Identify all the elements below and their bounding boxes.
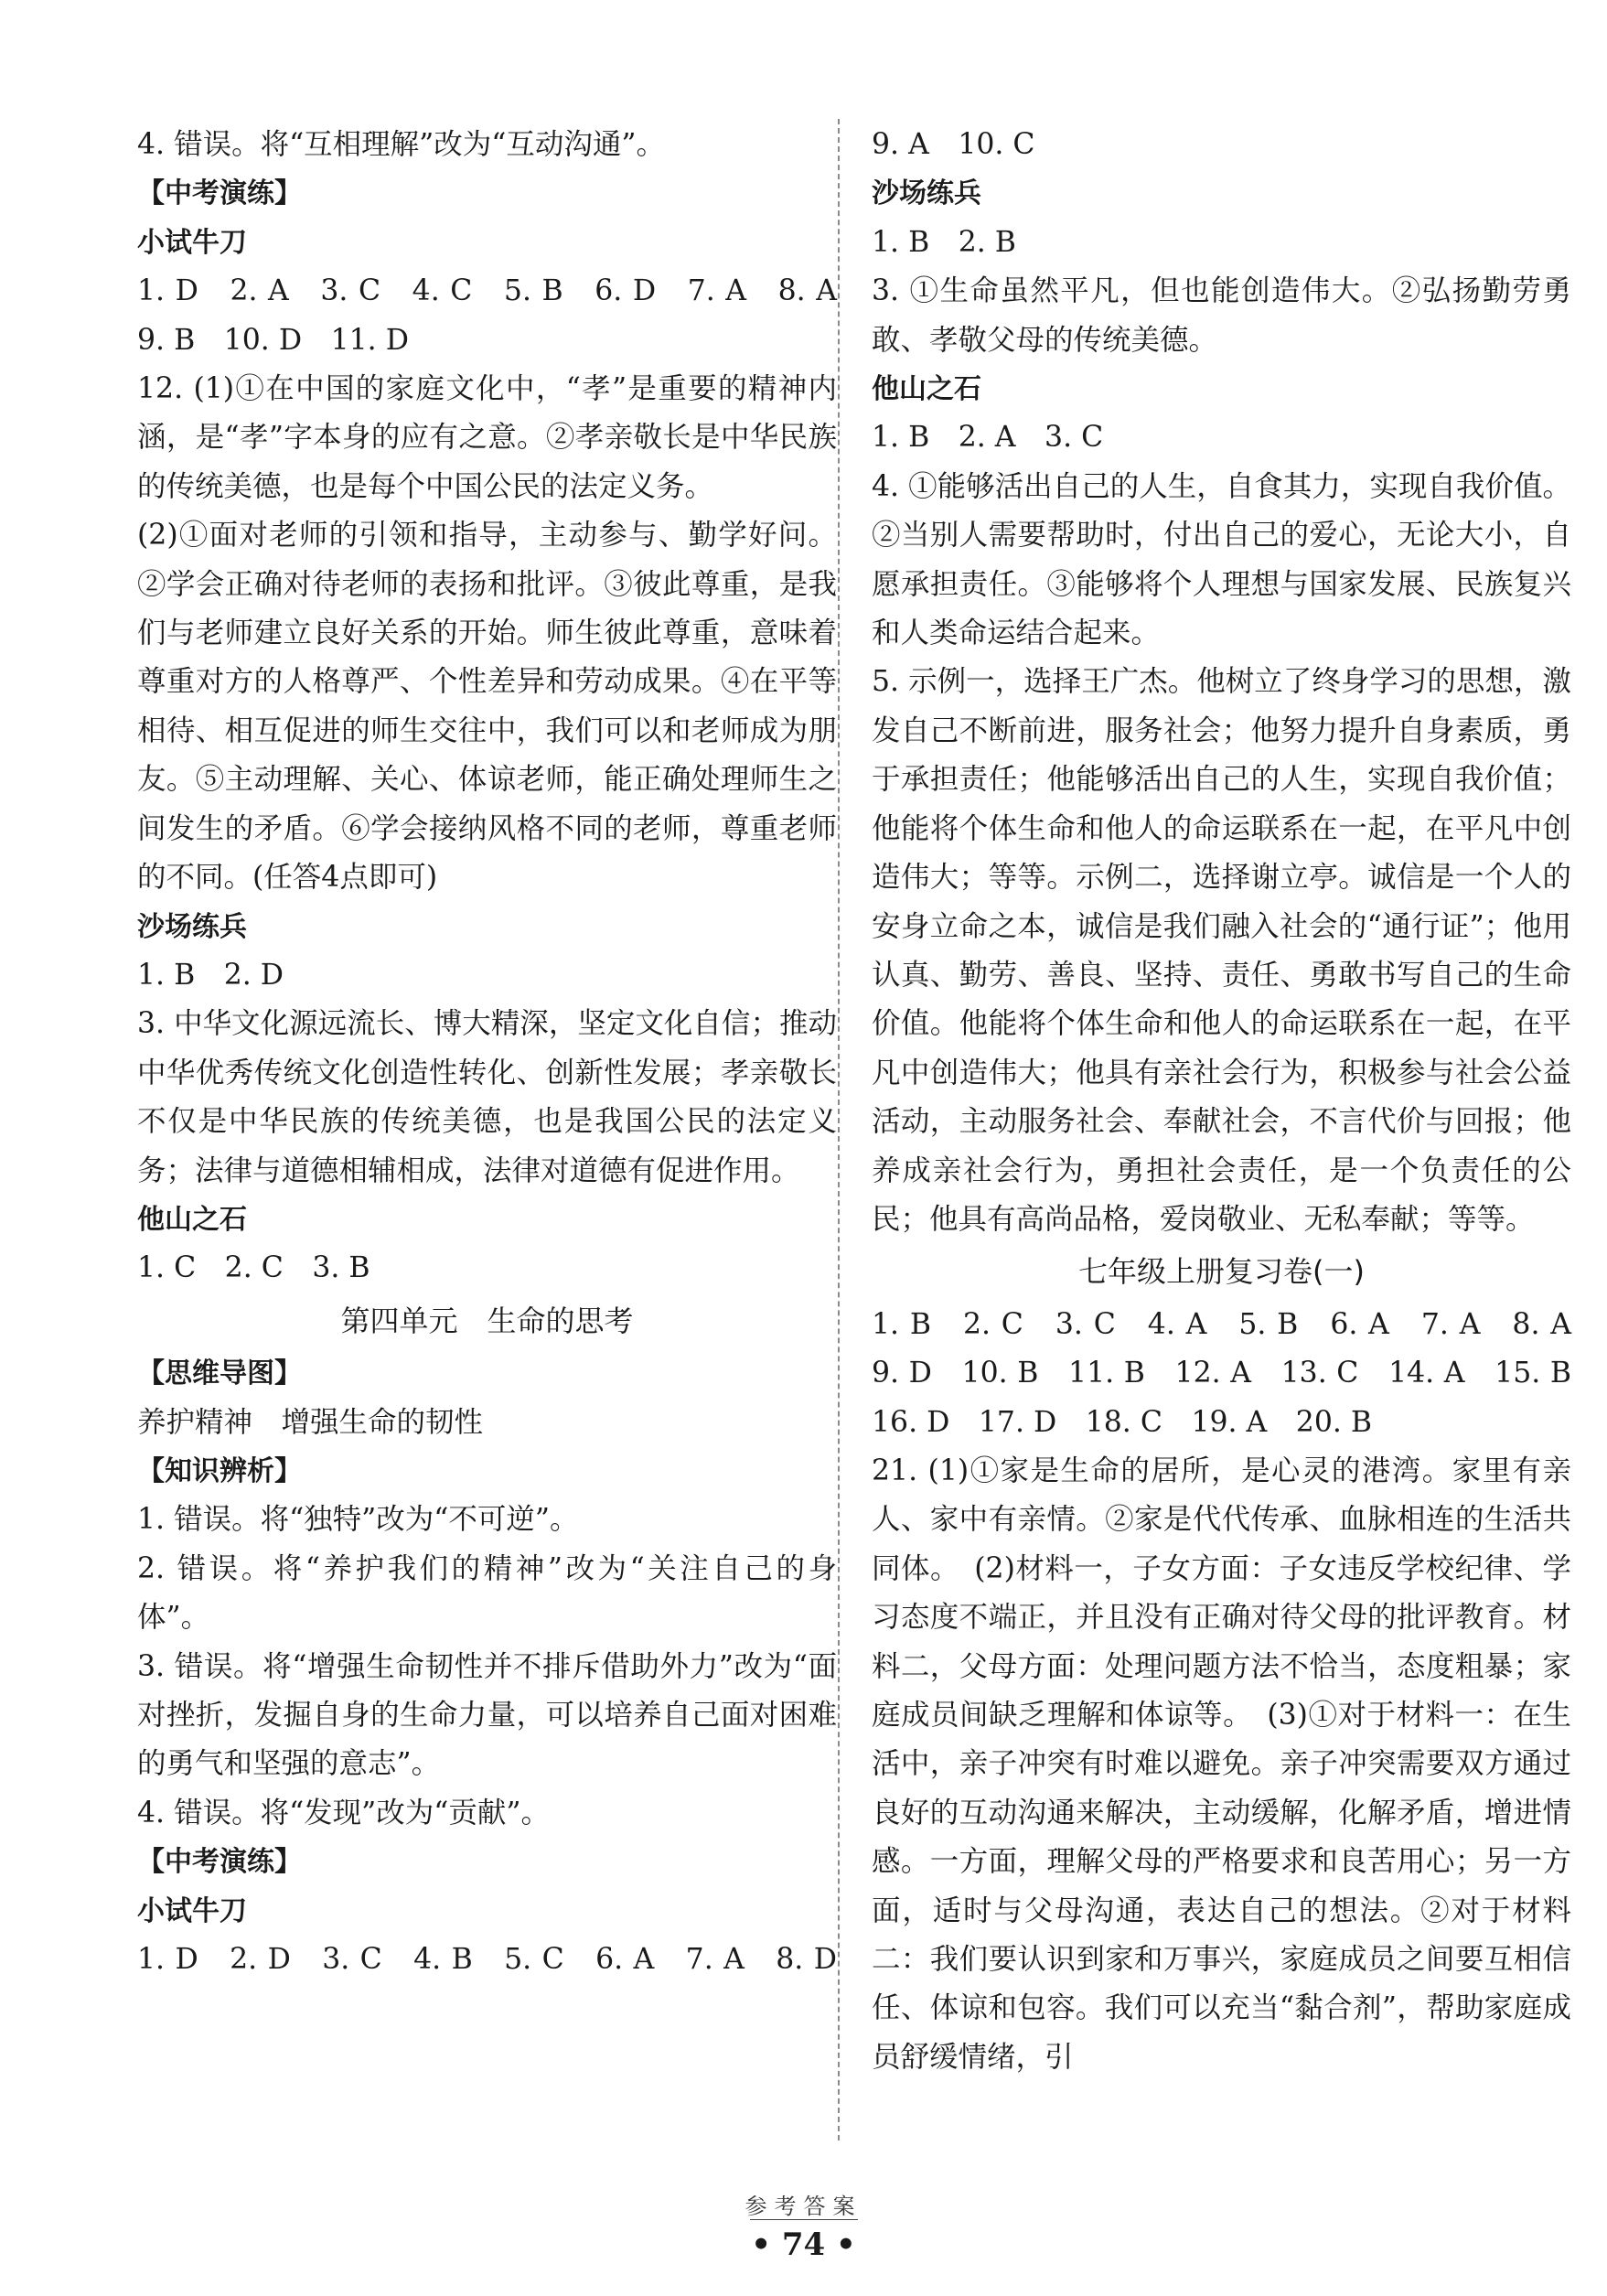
subsection-heading: 小试牛刀 — [137, 226, 247, 259]
page-number: • 74 • — [751, 2226, 856, 2263]
answer-paragraph: 2. 错误。将“养护我们的精神”改为“关注自己的身体”。 — [137, 1551, 837, 1635]
subsection-heading: 沙场练兵 — [137, 910, 247, 943]
answer-paragraph: (2)①面对老师的引领和指导，主动参与、勤学好问。②学会正确对待老师的表扬和批评。③彼此尊重，是我们与老师建立良好关系的开始。师生彼此尊重，意味着尊重对方的人格尊严、个性差异和劳动成果。④在平等相待、相互促进的师生交往中，我们可以和老师成为朋友。⑤主动理解、关心、体谅老师，能正确处理师生之间发生的矛盾。⑥学会接纳风格不同的老师，尊重老师的不同。(任答4点即可) — [137, 519, 837, 895]
answer-line: 1. B 2. D — [137, 958, 284, 992]
answer-paragraph: 4. ①能够活出自己的人生，自食其力，实现自我价值。②当别人需要帮助时，付出自己的爱心，无论大小，自愿承担责任。③能够将个人理想与国家发展、民族复兴和人类命运结合起来。 — [872, 469, 1571, 650]
subsection-heading: 他山之石 — [872, 373, 981, 406]
right-column — [872, 121, 1571, 2082]
section-heading: 【思维导图】 — [137, 1357, 302, 1390]
answer-line: 1. D 2. A 3. C 4. C 5. B 6. D 7. A 8. A — [137, 274, 837, 308]
answer-line: 9. D 10. B 11. B 12. A 13. C 14. A 15. B — [872, 1357, 1571, 1390]
answer-paragraph: 3. ①生命虽然平凡，但也能创造伟大。②弘扬勤劳勇敢、孝敬父母的传统美德。 — [872, 274, 1571, 357]
answer-paragraph: 21. (1)①家是生命的居所，是心灵的港湾。家里有亲人、家中有亲情。②家是代代传承、血脉相连的生活共同体。 (2)材料一，子女方面：子女违反学校纪律、学习态度不端正，并且没有正确对待父母的批评教育。材料二，父母方面：处理问题方法不恰当，态度粗暴；家庭成员间缺乏理解和体谅等。 (3)①对于材料一：在生活中，亲子冲突有时难以避免。亲子冲突需要双方通过良好的互动沟通来解决，主动缓解，化解矛盾，增进情感。一方面，理解父母的严格要求和良苦用心；另一方面，适时与父母沟通，表达自己的想法。②对于材料二：我们要认识到家和万事兴，家庭成员之间要互相信任、体谅和包容。我们可以充当“黏合剂”，帮助家庭成员舒缓情绪，引 — [872, 1454, 1571, 2074]
unit-title: 第四单元 生命的思考 — [340, 1303, 634, 1338]
footer-rule — [750, 2219, 858, 2220]
answer-line: 16. D 17. D 18. C 19. A 20. B — [872, 1405, 1373, 1439]
section-heading: 【知识辨析】 — [137, 1454, 302, 1487]
section-heading: 【中考演练】 — [137, 177, 302, 210]
answer-line: 养护精神 增强生命的韧性 — [137, 1405, 484, 1439]
answer-line: 1. D 2. D 3. C 4. B 5. C 6. A 7. A 8. D — [137, 1943, 837, 1977]
answer-line: 9. B 10. D 11. D — [137, 323, 409, 357]
answer-line: 1. B 2. C 3. C 4. A 5. B 6. A 7. A 8. A — [872, 1307, 1571, 1341]
review-title: 七年级上册复习卷(一) — [1078, 1254, 1365, 1290]
column-divider — [838, 119, 840, 2140]
section-heading: 【中考演练】 — [137, 1846, 302, 1879]
answer-line: 9. A 10. C — [872, 128, 1035, 161]
answer-paragraph: 4. 错误。将“发现”改为“贡献”。 — [137, 1796, 550, 1829]
answer-line: 1. B 2. A 3. C — [872, 421, 1104, 455]
left-column — [137, 121, 837, 1984]
footer-label: 参考答案 — [745, 2194, 862, 2219]
answer-line: 1. B 2. B — [872, 225, 1016, 259]
answer-paragraph: 1. 错误。将“独特”改为“不可逆”。 — [137, 1503, 579, 1537]
answer-paragraph: 3. 错误。将“增强生命韧性并不排斥借助外力”改为“面对挫折，发掘自身的生命力量，可以培养自己面对困难的勇气和坚强的意志”。 — [137, 1649, 837, 1781]
answer-line: 1. C 2. C 3. B — [137, 1251, 370, 1285]
subsection-heading: 小试牛刀 — [137, 1894, 247, 1927]
subsection-heading: 他山之石 — [137, 1203, 247, 1236]
answer-paragraph: 3. 中华文化源远流长、博大精深，坚定文化自信；推动中华优秀传统文化创造性转化、创新性发展；孝亲敬长不仅是中华民族的传统美德，也是我国公民的法定义务；法律与道德相辅相成，法律对道德有促进作用。 — [137, 1007, 837, 1187]
answer-paragraph: 12. (1)①在中国的家庭文化中，“孝”是重要的精神内涵，是“孝”字本身的应有之意。②孝亲敬长是中华民族的传统美德，也是每个中国公民的法定义务。 — [137, 372, 837, 503]
answer-paragraph: 5. 示例一，选择王广杰。他树立了终身学习的思想，激发自己不断前进，服务社会；他努力提升自身素质，勇于承担责任；他能够活出自己的人生，实现自我价值；他能将个体生命和他人的命运联系在一起，在平凡中创造伟大；等等。示例二，选择谢立亭。诚信是一个人的安身立命之本，诚信是我们融入社会的“通行证”；他用认真、勤劳、善良、坚持、责任、勇敢书写自己的生命价值。他能将个体生命和他人的命运联系在一起，在平凡中创造伟大；他具有亲社会行为，积极参与社会公益活动，主动服务社会、奉献社会，不言代价与回报；他养成亲社会行为，勇担社会责任，是一个负责任的公民；他具有高尚品格，爱岗敬业、无私奉献；等等。 — [872, 665, 1571, 1236]
subsection-heading: 沙场练兵 — [872, 177, 981, 210]
answer-line: 4. 错误。将“互相理解”改为“互动沟通”。 — [137, 128, 665, 161]
